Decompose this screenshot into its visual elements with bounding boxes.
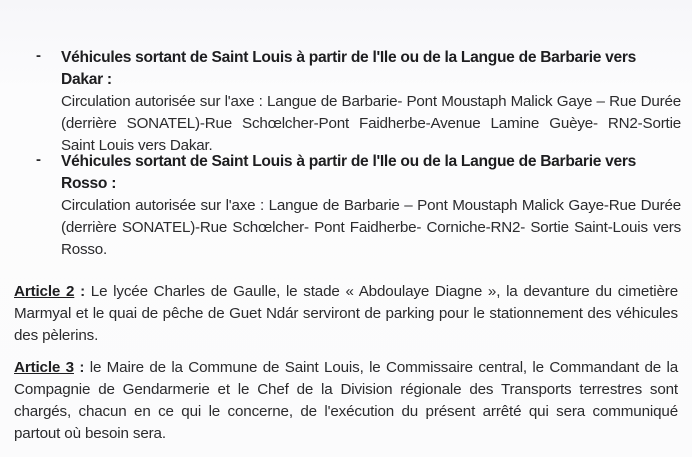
bullet-body: Circulation autorisée sur l'axe : Langue de Barbarie- Pont Moustaph Malick Gaye – Rue Durée (derrière SONATEL)-Rue Schœlcher-Pont Faidherbe-Avenue Lamine Guèye- RN2-Sortie Saint Louis vers Dakar. [61, 93, 681, 154]
article-label: Article 2 [14, 283, 75, 300]
article-3 [14, 357, 678, 445]
article-label: Article 3 [14, 359, 74, 376]
article-2 [14, 281, 678, 347]
bullet-title: Véhicules sortant de Saint Louis à partir de l'Ile ou de la Langue de Barbarie vers Rosso : [61, 153, 637, 192]
bullet-marker: - [36, 151, 41, 168]
article-separator: : [73, 359, 85, 376]
bullet-title: Véhicules sortant de Saint Louis à partir de l'Ile ou de la Langue de Barbarie vers Dakar : [61, 49, 637, 88]
article-text: Le lycée Charles de Gaulle, le stade « Abdoulaye Diagne », la devanture du cimetière Marmyal et le quai de pêche de Guet Ndár serviront de parking pour le stationnement des véhicules des pèlerins. [14, 283, 678, 344]
bullet-marker: - [36, 47, 41, 64]
article-separator: : [74, 283, 86, 300]
bullet-body: Circulation autorisée sur l'axe : Langue de Barbarie – Pont Moustaph Malick Gaye-Rue Durée (derrière SONATEL)-Rue Schœlcher- Pont Faidherbe- Corniche-RN2- Sortie Saint-Louis vers Rosso. [61, 197, 681, 258]
article-text: le Maire de la Commune de Saint Louis, le Commissaire central, le Commandant de la Compagnie de Gendarmerie et le Chef de la Division régionale des Transports terrestres sont chargés, chacun en ce qui le concerne, de l'exécution du présent arrêté qui sera communiqué partout où besoin sera. [14, 359, 679, 442]
